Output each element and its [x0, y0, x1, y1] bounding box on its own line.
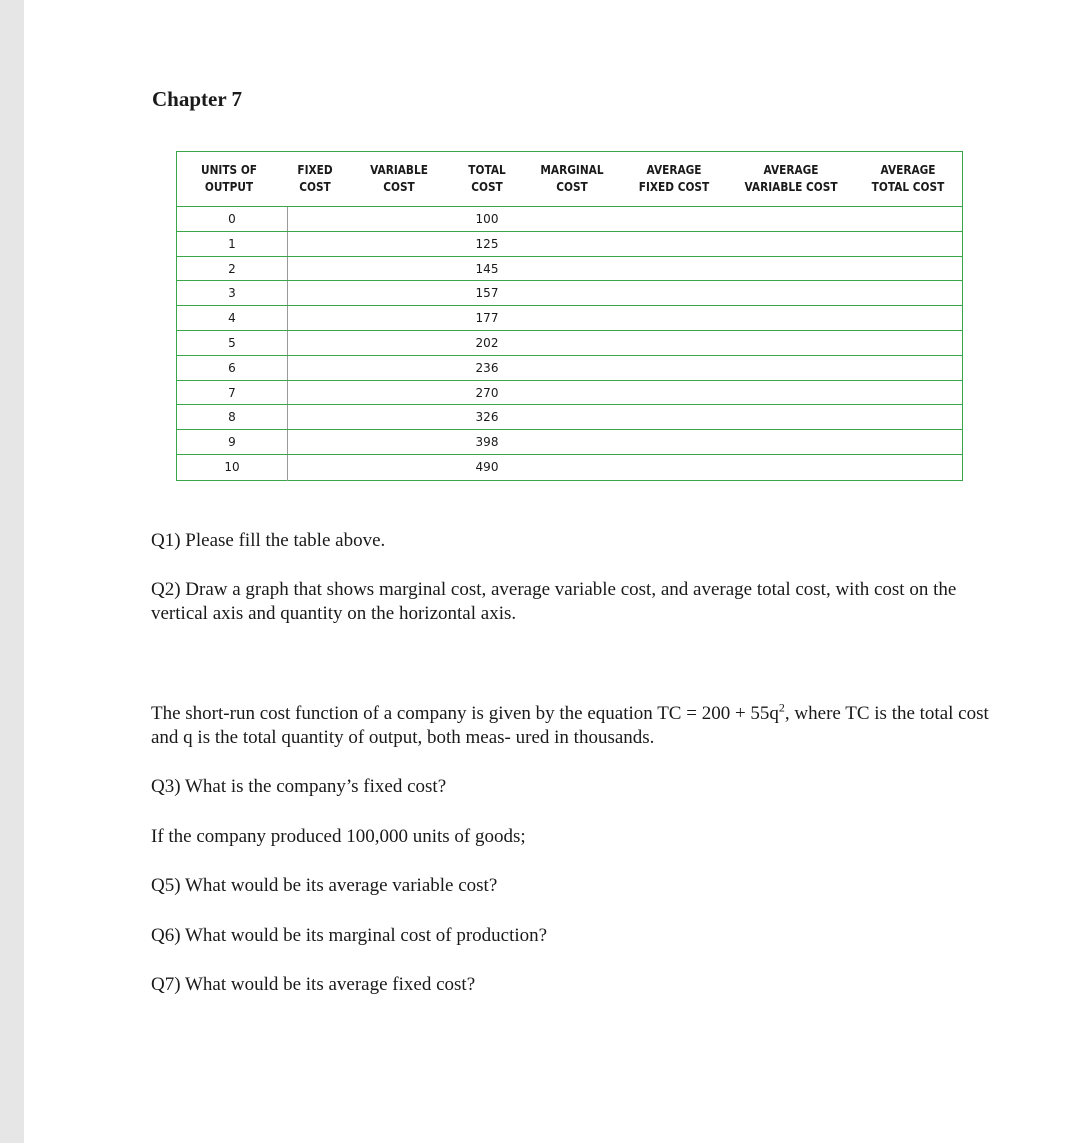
cost-table: [176, 151, 963, 481]
units-cell: 8: [228, 410, 236, 425]
units-cell: 4: [228, 311, 236, 326]
total-cost-cell: 202: [475, 335, 499, 350]
units-cell: 7: [228, 385, 236, 400]
header-units-of-output: UNITS OF OUTPUT: [200, 163, 258, 194]
page-margin-strip: [0, 0, 24, 1143]
units-cell: 2: [228, 261, 236, 276]
total-cost-cell: 398: [475, 435, 499, 450]
header-variable-cost: VARIABLE COST: [370, 163, 428, 194]
header-marginal-cost: MARGINAL COST: [540, 163, 604, 194]
header-total-cost: TOTAL COST: [468, 163, 506, 194]
units-cell: 6: [228, 360, 236, 375]
units-cell: 1: [228, 236, 236, 251]
question-3: Q3) What is the company’s fixed cost?: [151, 776, 447, 797]
question-7: Q7) What would be its average fixed cost?: [151, 974, 476, 995]
question-2: Q2) Draw a graph that shows marginal cost, average variable cost, and average total cost, with cost on the vertical axis and quantity on the horizontal axis.: [151, 579, 957, 624]
intro-text-after: , where TC is the total cost and q is the total quantity of output, both meas- ured in thousands.: [151, 703, 989, 748]
table-row: [177, 281, 962, 306]
chapter-title: Chapter 7: [152, 87, 243, 111]
table-row: [177, 207, 962, 232]
units-cell: 0: [228, 212, 236, 226]
table-row: [177, 232, 962, 257]
total-cost-cell: 125: [475, 236, 499, 251]
header-fixed-cost: FIXED COST: [297, 163, 333, 194]
total-cost-cell: 177: [475, 311, 499, 326]
header-average-total-cost: AVERAGE TOTAL COST: [871, 163, 945, 194]
table-row: [177, 430, 962, 455]
units-cell: 10: [224, 459, 240, 474]
cost-function-intro: [151, 702, 991, 750]
table-body: [177, 207, 962, 480]
header-average-variable-cost: AVERAGE VARIABLE COST: [744, 163, 838, 194]
intro-exponent: 2: [778, 700, 785, 715]
table-header-row: [177, 152, 962, 207]
total-cost-cell: 326: [475, 410, 499, 425]
intro-text-before: The short-run cost function of a company is given by the equation TC = 200 + 55q: [151, 703, 779, 724]
question-5: Q5) What would be its average variable cost?: [151, 875, 498, 896]
units-cell: 9: [228, 435, 236, 450]
total-cost-cell: 270: [475, 385, 499, 400]
table-row: [177, 257, 962, 282]
table-row: [177, 331, 962, 356]
production-condition: If the company produced 100,000 units of goods;: [151, 826, 526, 847]
table-row: [177, 356, 962, 381]
units-cell: 3: [228, 286, 236, 301]
total-cost-cell: 145: [475, 261, 499, 276]
units-cell: 5: [228, 335, 236, 350]
header-average-fixed-cost: AVERAGE FIXED COST: [638, 163, 710, 194]
question-6: Q6) What would be its marginal cost of production?: [151, 925, 548, 946]
total-cost-cell: 100: [475, 212, 499, 226]
table-row: [177, 306, 962, 331]
total-cost-cell: 157: [475, 286, 499, 301]
table-row: [177, 455, 962, 480]
total-cost-cell: 490: [475, 459, 499, 474]
question-1: Q1) Please fill the table above.: [151, 530, 386, 551]
table-row: [177, 381, 962, 406]
table-row: [177, 405, 962, 430]
total-cost-cell: 236: [475, 360, 499, 375]
